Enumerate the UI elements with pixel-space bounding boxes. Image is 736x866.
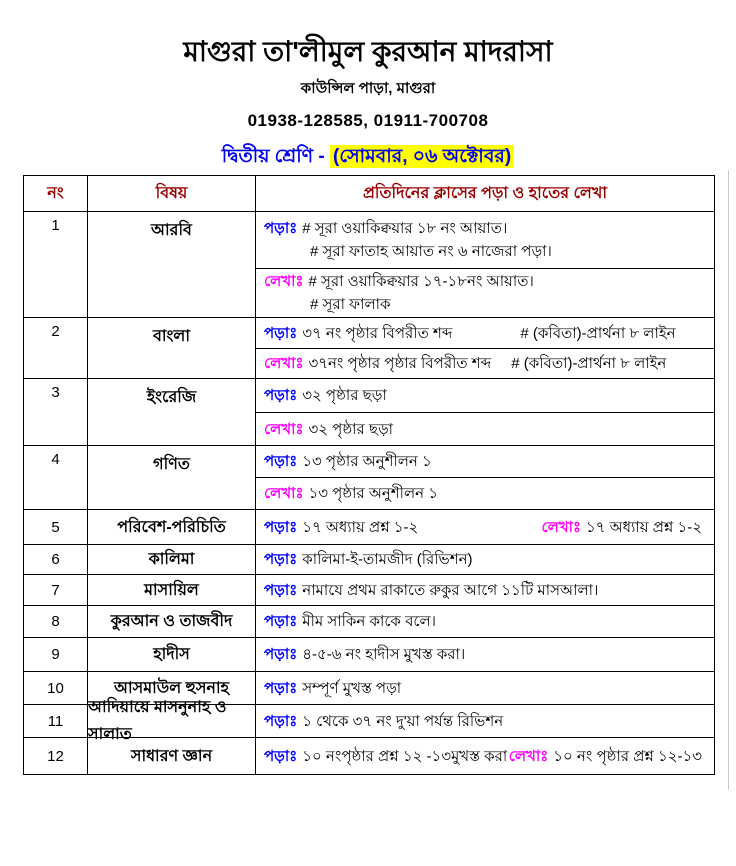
line-left xyxy=(310,240,552,263)
row-number-cell xyxy=(24,672,88,704)
pora-section xyxy=(256,606,714,637)
class-date-highlight: (সোমবার, ০৬ অক্টোবর) xyxy=(330,145,514,168)
line-left xyxy=(264,482,438,505)
pora-section xyxy=(256,212,714,268)
content-text: মীম সাকিন কাকে বলে। xyxy=(302,613,436,630)
content-line xyxy=(264,643,706,666)
subject-cell xyxy=(88,606,256,637)
content-line xyxy=(264,384,706,407)
row-number-cell xyxy=(24,318,88,378)
column-header-lessons: প্রতিদিনের ক্লাসের পড়া ও হাতের লেখা xyxy=(362,185,608,202)
spacer xyxy=(496,367,506,368)
row-number-cell xyxy=(24,738,88,774)
content-line xyxy=(264,610,706,633)
content-text: ১ থেকে ৩৭ নং দু'য়া পর্যন্ত রিভিশন xyxy=(302,712,504,730)
content-text: কালিমা-ই-তামজীদ (রিভিশন) xyxy=(302,551,473,568)
subject-name: ইংরেজি xyxy=(146,389,197,406)
class-name-text: দ্বিতীয় শ্রেণি - xyxy=(221,146,325,168)
schedule-table xyxy=(23,175,715,775)
page-edge-line xyxy=(728,170,729,790)
content-line xyxy=(264,217,706,240)
pora-section xyxy=(256,545,714,574)
pora-section xyxy=(256,738,714,774)
row-number: 4 xyxy=(51,451,60,468)
content-text: ১০ নংপৃষ্ঠার প্রশ্ন ১২ -১৩মুখস্ত করা xyxy=(302,747,508,765)
pora-section xyxy=(256,446,714,477)
content-line xyxy=(264,450,706,473)
content-text: নামাযে প্রথম রাকাতে রুকুর আগে ১১টি মাসআলা। xyxy=(302,581,599,599)
content-line xyxy=(264,293,706,316)
row-number-cell xyxy=(24,638,88,671)
content-line xyxy=(264,482,706,505)
pora-section xyxy=(256,672,714,704)
lekha-section xyxy=(256,268,714,317)
content-line xyxy=(264,710,706,733)
pora-section xyxy=(256,318,714,348)
subject-cell xyxy=(88,575,256,605)
phone-numbers: 01938-128585, 01911-700708 xyxy=(247,111,489,131)
pora-label: পড়াঃ xyxy=(264,747,298,765)
content-line xyxy=(264,579,706,602)
table-row xyxy=(24,737,714,774)
lekha-label: লেখাঃ xyxy=(264,273,304,290)
pora-section xyxy=(256,575,714,605)
lekha-label: লেখাঃ xyxy=(508,747,549,765)
content-cell xyxy=(256,545,714,574)
pora-label: পড়াঃ xyxy=(264,679,298,697)
pora-label: পড়াঃ xyxy=(264,220,298,237)
subject-name: গণিত xyxy=(153,456,190,473)
pora-section xyxy=(256,638,714,671)
line-left xyxy=(264,384,387,407)
content-cell xyxy=(256,212,714,317)
pora-label: পড়াঃ xyxy=(264,453,298,470)
content-line xyxy=(264,516,706,539)
content-text: ১৭ অধ্যায় প্রশ্ন ১-২ xyxy=(302,518,419,536)
subject-name: মাসায়িল xyxy=(144,581,199,599)
row-number: 7 xyxy=(51,581,60,599)
row-number-cell xyxy=(24,212,88,317)
line-left xyxy=(264,745,507,768)
school-address: কাউন্সিল পাড়া, মাগুরা xyxy=(300,80,436,98)
content-cell xyxy=(256,575,714,605)
table-row xyxy=(24,317,714,378)
content-line xyxy=(264,240,706,263)
content-text: # (কবিতা)-প্রার্থনা ৮ লাইন xyxy=(511,355,667,373)
class-heading xyxy=(0,142,736,174)
content-line xyxy=(264,418,706,441)
content-line xyxy=(264,322,706,345)
content-line xyxy=(264,352,706,375)
content-text: ৩৭ নং পৃষ্ঠার বিপরীত শব্দ xyxy=(302,324,453,342)
spacer xyxy=(457,337,515,338)
table-row xyxy=(24,509,714,544)
pora-label: পড়াঃ xyxy=(264,518,298,536)
content-cell xyxy=(256,672,714,704)
subject-cell xyxy=(88,545,256,574)
content-text: ৪-৫-৬ নং হাদীস মুখস্ত করা। xyxy=(302,646,466,663)
line-left xyxy=(264,643,465,666)
column-header-serial: নং xyxy=(24,176,88,211)
line-left xyxy=(264,217,507,240)
lekha-label: লেখাঃ xyxy=(264,420,304,438)
subject-cell xyxy=(88,212,256,317)
row-number-cell xyxy=(24,705,88,737)
subject-cell xyxy=(88,638,256,671)
line-right xyxy=(509,745,702,768)
row-number: 11 xyxy=(47,712,64,730)
lekha-section xyxy=(256,412,714,445)
subject-name: আসমাউল হুসনাহ xyxy=(114,679,229,697)
row-number: 12 xyxy=(47,747,64,765)
table-row xyxy=(24,544,714,574)
lekha-section xyxy=(256,477,714,508)
content-cell xyxy=(256,738,714,774)
table-row xyxy=(24,378,714,445)
content-line xyxy=(264,548,706,571)
line-left xyxy=(264,450,432,473)
subject-cell xyxy=(88,318,256,378)
subject-name: হাদীস xyxy=(153,646,190,663)
page-header xyxy=(0,0,736,174)
content-cell xyxy=(256,510,714,544)
row-number: 8 xyxy=(51,613,60,630)
table-row xyxy=(24,699,714,743)
line-left xyxy=(310,293,391,316)
row-number: 2 xyxy=(51,323,60,340)
row-number: 5 xyxy=(51,518,60,536)
pora-section xyxy=(256,705,714,737)
lekha-label: লেখাঃ xyxy=(264,484,304,502)
content-text: # সূরা ওয়াকিক্বয়ার ১৭-১৮নং আয়াত। xyxy=(308,273,534,290)
subject-cell xyxy=(88,699,256,743)
line-left xyxy=(264,418,393,441)
content-text: ১০ নং পৃষ্ঠার প্রশ্ন ১২-১৩ xyxy=(553,747,702,765)
row-number-cell xyxy=(24,606,88,637)
subject-name: সাধারণ জ্ঞান xyxy=(130,747,213,765)
row-number: 10 xyxy=(47,679,64,697)
line-left xyxy=(264,352,666,375)
row-number-cell xyxy=(24,510,88,544)
pora-label: পড়াঃ xyxy=(264,387,298,405)
line-left xyxy=(264,548,473,571)
line-left xyxy=(264,579,598,602)
content-text: ১৩ পৃষ্ঠার অনুশীলন ১ xyxy=(308,484,438,502)
content-text: ৩২ পৃষ্ঠার ছড়া xyxy=(308,420,394,438)
table-row xyxy=(24,445,714,509)
subject-name: বাংলা xyxy=(153,328,190,345)
line-left xyxy=(264,516,418,539)
subject-cell xyxy=(88,446,256,509)
pora-label: পড়াঃ xyxy=(264,551,298,568)
line-left xyxy=(264,710,503,733)
content-line xyxy=(264,270,706,293)
line-left xyxy=(264,677,401,700)
content-text: # (কবিতা)-প্রার্থনা ৮ লাইন xyxy=(520,324,676,342)
row-number: 6 xyxy=(51,551,60,568)
content-text: ৩২ পৃষ্ঠার ছড়া xyxy=(302,387,387,405)
pora-label: পড়াঃ xyxy=(264,712,298,730)
lekha-label: লেখাঃ xyxy=(264,355,304,373)
lekha-section xyxy=(256,348,714,378)
content-text: ১৩ পৃষ্ঠার অনুশীলন ১ xyxy=(302,453,432,470)
row-number-cell xyxy=(24,545,88,574)
row-number: 9 xyxy=(51,646,60,663)
content-cell xyxy=(256,446,714,509)
table-row xyxy=(24,574,714,605)
content-text: ৩৭নং পৃষ্ঠার পৃষ্ঠার বিপরীত শব্দ xyxy=(308,355,492,373)
content-text: # সূরা ফালাক xyxy=(310,296,391,313)
line-left xyxy=(264,610,436,633)
pora-label: পড়াঃ xyxy=(264,646,298,663)
subject-cell xyxy=(88,738,256,774)
pora-label: পড়াঃ xyxy=(264,581,298,599)
content-cell xyxy=(256,379,714,445)
content-text: # সূরা ফাতাহ আয়াত নং ৬ নাজেরা পড়া। xyxy=(310,243,552,260)
content-line xyxy=(264,745,706,768)
subject-cell xyxy=(88,510,256,544)
content-cell xyxy=(256,606,714,637)
subject-name: আরবি xyxy=(151,222,192,239)
row-number: 3 xyxy=(51,384,60,401)
row-number: 1 xyxy=(51,217,60,234)
row-number-cell xyxy=(24,575,88,605)
content-cell xyxy=(256,318,714,378)
content-cell xyxy=(256,705,714,737)
pora-section xyxy=(256,379,714,412)
subject-name: কালিমা xyxy=(148,551,195,568)
subject-name: কুরআন ও তাজবীদ xyxy=(110,613,233,630)
line-left xyxy=(264,270,534,293)
column-header-subject: বিষয় xyxy=(88,176,256,211)
pora-section xyxy=(256,510,714,544)
content-line xyxy=(264,677,706,700)
subject-name: পরিবেশ-পরিচিতি xyxy=(117,518,226,536)
page-title: মাগুরা তা'লীমুল কুরআন মাদরাসা xyxy=(183,36,553,67)
subject-cell xyxy=(88,379,256,445)
pora-label: পড়াঃ xyxy=(264,324,298,342)
row-number-cell xyxy=(24,446,88,509)
lekha-label: লেখাঃ xyxy=(541,518,581,536)
line-right xyxy=(541,516,702,539)
table-row xyxy=(24,605,714,637)
table-header-row xyxy=(24,176,714,211)
content-text: # সূরা ওয়াকিক্বয়ার ১৮ নং আয়াত। xyxy=(302,220,508,237)
table-row xyxy=(24,211,714,317)
row-number-cell xyxy=(24,379,88,445)
content-text: সম্পূর্ণ মুখস্ত পড়া xyxy=(302,679,402,697)
table-row xyxy=(24,637,714,671)
content-cell xyxy=(256,638,714,671)
content-text: ১৭ অধ্যায় প্রশ্ন ১-২ xyxy=(585,518,702,536)
line-left xyxy=(264,322,676,345)
subject-name: আদিয়ায়ে মাসনুনাহ ও সালাত xyxy=(88,699,227,743)
pora-label: পড়াঃ xyxy=(264,613,298,630)
